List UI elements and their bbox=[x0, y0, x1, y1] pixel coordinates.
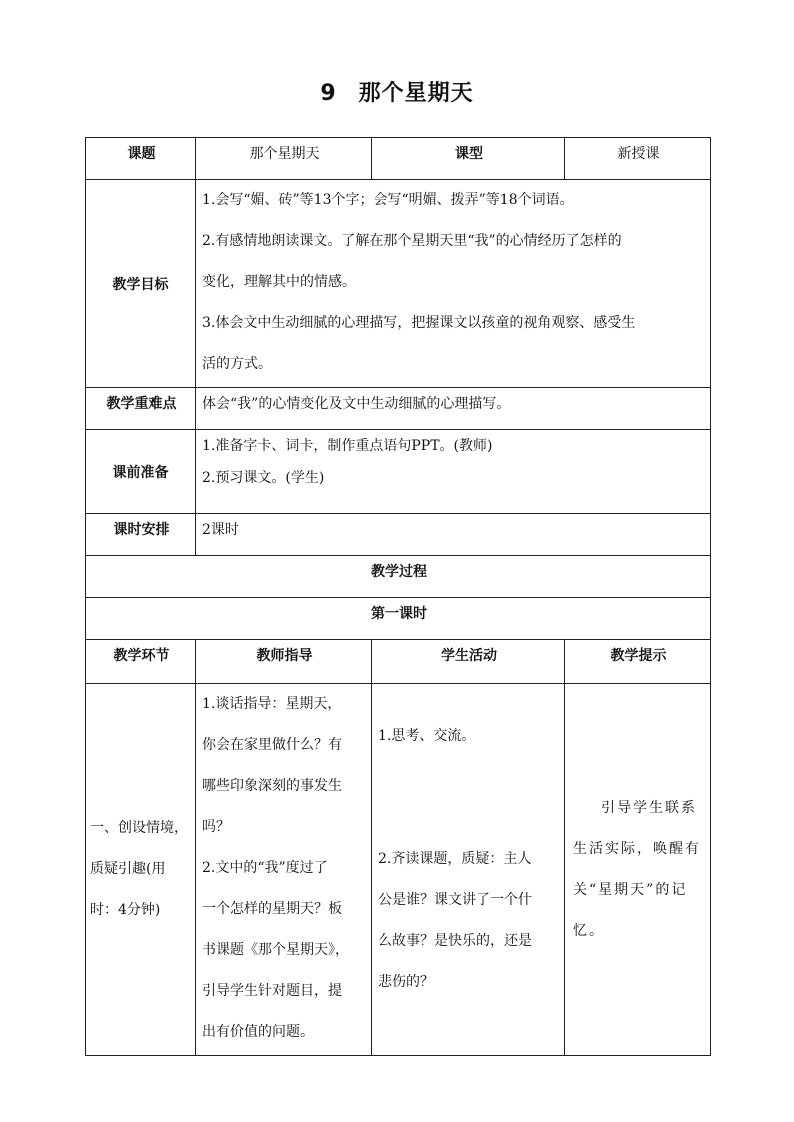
teaching-tip-cell bbox=[565, 684, 711, 1056]
lesson-label: 课题 bbox=[86, 138, 196, 180]
teacher-line: 出有价值的问题。 bbox=[202, 1024, 314, 1040]
student-line: 公是谁？课文讲了一个什 bbox=[378, 892, 532, 908]
lesson-value: 那个星期天 bbox=[196, 138, 372, 180]
teacher-guidance-cell bbox=[196, 684, 372, 1056]
column-header-row bbox=[86, 640, 711, 684]
title-text: 那个星期天 bbox=[358, 81, 474, 106]
schedule-label: 课时安排 bbox=[86, 514, 196, 556]
preparation-row bbox=[86, 430, 711, 514]
goal-line: 变化，理解其中的情感。 bbox=[202, 274, 356, 290]
teacher-line: 1.谈话指导：星期天， bbox=[202, 696, 342, 712]
goals-row bbox=[86, 180, 711, 388]
column-header: 学生活动 bbox=[372, 640, 565, 684]
step-row bbox=[86, 684, 711, 1056]
teacher-line: 哪些印象深刻的事发生 bbox=[202, 778, 342, 794]
column-header: 教师指导 bbox=[196, 640, 372, 684]
type-label: 课型 bbox=[372, 138, 565, 180]
schedule-value: 2课时 bbox=[196, 514, 711, 556]
teacher-line: 书课题《那个星期天》， bbox=[202, 942, 349, 958]
goal-line: 3.体会文中生动细腻的心理描写，把握课文以孩童的视角观察、感受生 bbox=[202, 315, 636, 331]
process-heading: 教学过程 bbox=[86, 556, 711, 598]
stage-line: 时：4分钟) bbox=[90, 902, 161, 918]
student-line: 悲伤的？ bbox=[378, 974, 434, 990]
page-title bbox=[0, 76, 794, 107]
goal-line: 1.会写“媚、砖”等13个字；会写“明媚、拨弄”等18个词语。 bbox=[202, 192, 574, 208]
teacher-line: 2.文中的“我”度过了 bbox=[202, 860, 328, 876]
goals-label: 教学目标 bbox=[86, 180, 196, 388]
key-points-label: 教学重难点 bbox=[86, 388, 196, 430]
title-number: 9 bbox=[320, 81, 337, 106]
goals-content bbox=[196, 180, 711, 388]
type-value: 新授课 bbox=[565, 138, 711, 180]
session-row bbox=[86, 598, 711, 640]
teacher-line: 吗？ bbox=[202, 819, 230, 835]
column-header: 教学提示 bbox=[565, 640, 711, 684]
key-points-row bbox=[86, 388, 711, 430]
tip-line: 引导学生联系 bbox=[601, 799, 697, 816]
stage-line: 一、创设情境， bbox=[90, 820, 188, 836]
goal-line: 2.有感情地朗读课文。了解在那个星期天里“我”的心情经历了怎样的 bbox=[202, 233, 622, 249]
key-points-value: 体会“我”的心情变化及文中生动细腻的心理描写。 bbox=[196, 388, 711, 430]
preparation-line: 1.准备字卡、词卡，制作重点语句PPT。(教师) bbox=[202, 438, 493, 454]
student-line: 1.思考、交流。 bbox=[378, 728, 476, 744]
session-heading: 第一课时 bbox=[86, 598, 711, 640]
tip-line: 忆。 bbox=[573, 922, 605, 939]
teacher-line: 你会在家里做什么？有 bbox=[202, 737, 342, 753]
preparation-label: 课前准备 bbox=[86, 430, 196, 514]
student-line: 么故事？是快乐的，还是 bbox=[378, 933, 532, 949]
tip-line: 关“星期天”的记 bbox=[573, 881, 688, 898]
tip-line: 生活实际，唤醒有 bbox=[573, 840, 701, 857]
header-row bbox=[86, 138, 711, 180]
stage-line: 质疑引趣(用 bbox=[90, 861, 166, 877]
preparation-line: 2.预习课文。(学生) bbox=[202, 470, 325, 486]
teacher-line: 一个怎样的星期天？板 bbox=[202, 901, 342, 917]
student-activity-cell bbox=[372, 684, 565, 1056]
goal-line: 活的方式。 bbox=[202, 356, 272, 372]
teacher-line: 引导学生针对题目，提 bbox=[202, 983, 342, 999]
lesson-plan-table bbox=[85, 137, 711, 1056]
column-header: 教学环节 bbox=[86, 640, 196, 684]
schedule-row bbox=[86, 514, 711, 556]
preparation-content bbox=[196, 430, 711, 514]
stage-cell bbox=[86, 684, 196, 1056]
student-line: 2.齐读课题，质疑：主人 bbox=[378, 851, 532, 867]
process-heading-row bbox=[86, 556, 711, 598]
